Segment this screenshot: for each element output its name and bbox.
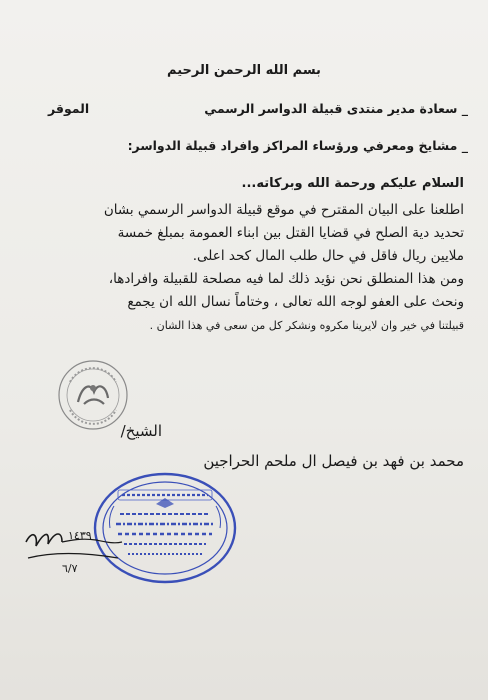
handwritten-signature bbox=[22, 512, 132, 592]
addressee-honorific: الموقر bbox=[48, 101, 90, 116]
svg-text:١٤٣٩: ١٤٣٩ bbox=[68, 529, 92, 542]
paragraph-1-line: تحديد دية الصلح في قضايا القتل بين ابناء العمومة بمبلغ خمسة bbox=[117, 225, 464, 241]
addressee-line-1: _ سعادة مدير منتدى قبيلة الدواسر الرسمي bbox=[204, 101, 468, 116]
svg-text:٦/٧: ٦/٧ bbox=[62, 562, 78, 575]
signatory-title: الشيخ/ bbox=[120, 422, 162, 440]
paragraph-1 bbox=[34, 199, 464, 268]
basmala: بسم الله الرحمن الرحيم bbox=[167, 63, 321, 78]
paragraph-1-line: اطلعنا على البيان المقترح في موقع قبيلة الدواسر الرسمي بشان bbox=[103, 202, 464, 218]
paragraph-1-line: ملايين ريال فاقل في حال طلب المال كحد اعلى. bbox=[192, 248, 464, 264]
paragraph-2-line: ونحث على العفو لوجه الله تعالى ، وختاماً نسال الله ان يجمع bbox=[127, 294, 464, 310]
greeting: السلام عليكم ورحمة الله وبركاته... bbox=[241, 176, 464, 191]
addressee-line-2: _ مشايخ ومعرفي ورؤساء المراكز وافراد قبيلة الدواسر: bbox=[127, 138, 468, 153]
forum-logo-seal bbox=[56, 358, 130, 432]
signatory-name: محمد بن فهد بن فيصل ال ملحم الحراجين bbox=[203, 452, 464, 470]
paragraph-2 bbox=[34, 268, 464, 337]
paragraph-2-line: ومن هذا المنطلق نحن نؤيد ذلك لما فيه مصلحة للقبيلة وافرادها، bbox=[108, 271, 464, 287]
paragraph-2-line: قبيلتنا في خير وان لايرينا مكروه ونشكر كل من سعى في هذا الشان . bbox=[149, 319, 464, 332]
